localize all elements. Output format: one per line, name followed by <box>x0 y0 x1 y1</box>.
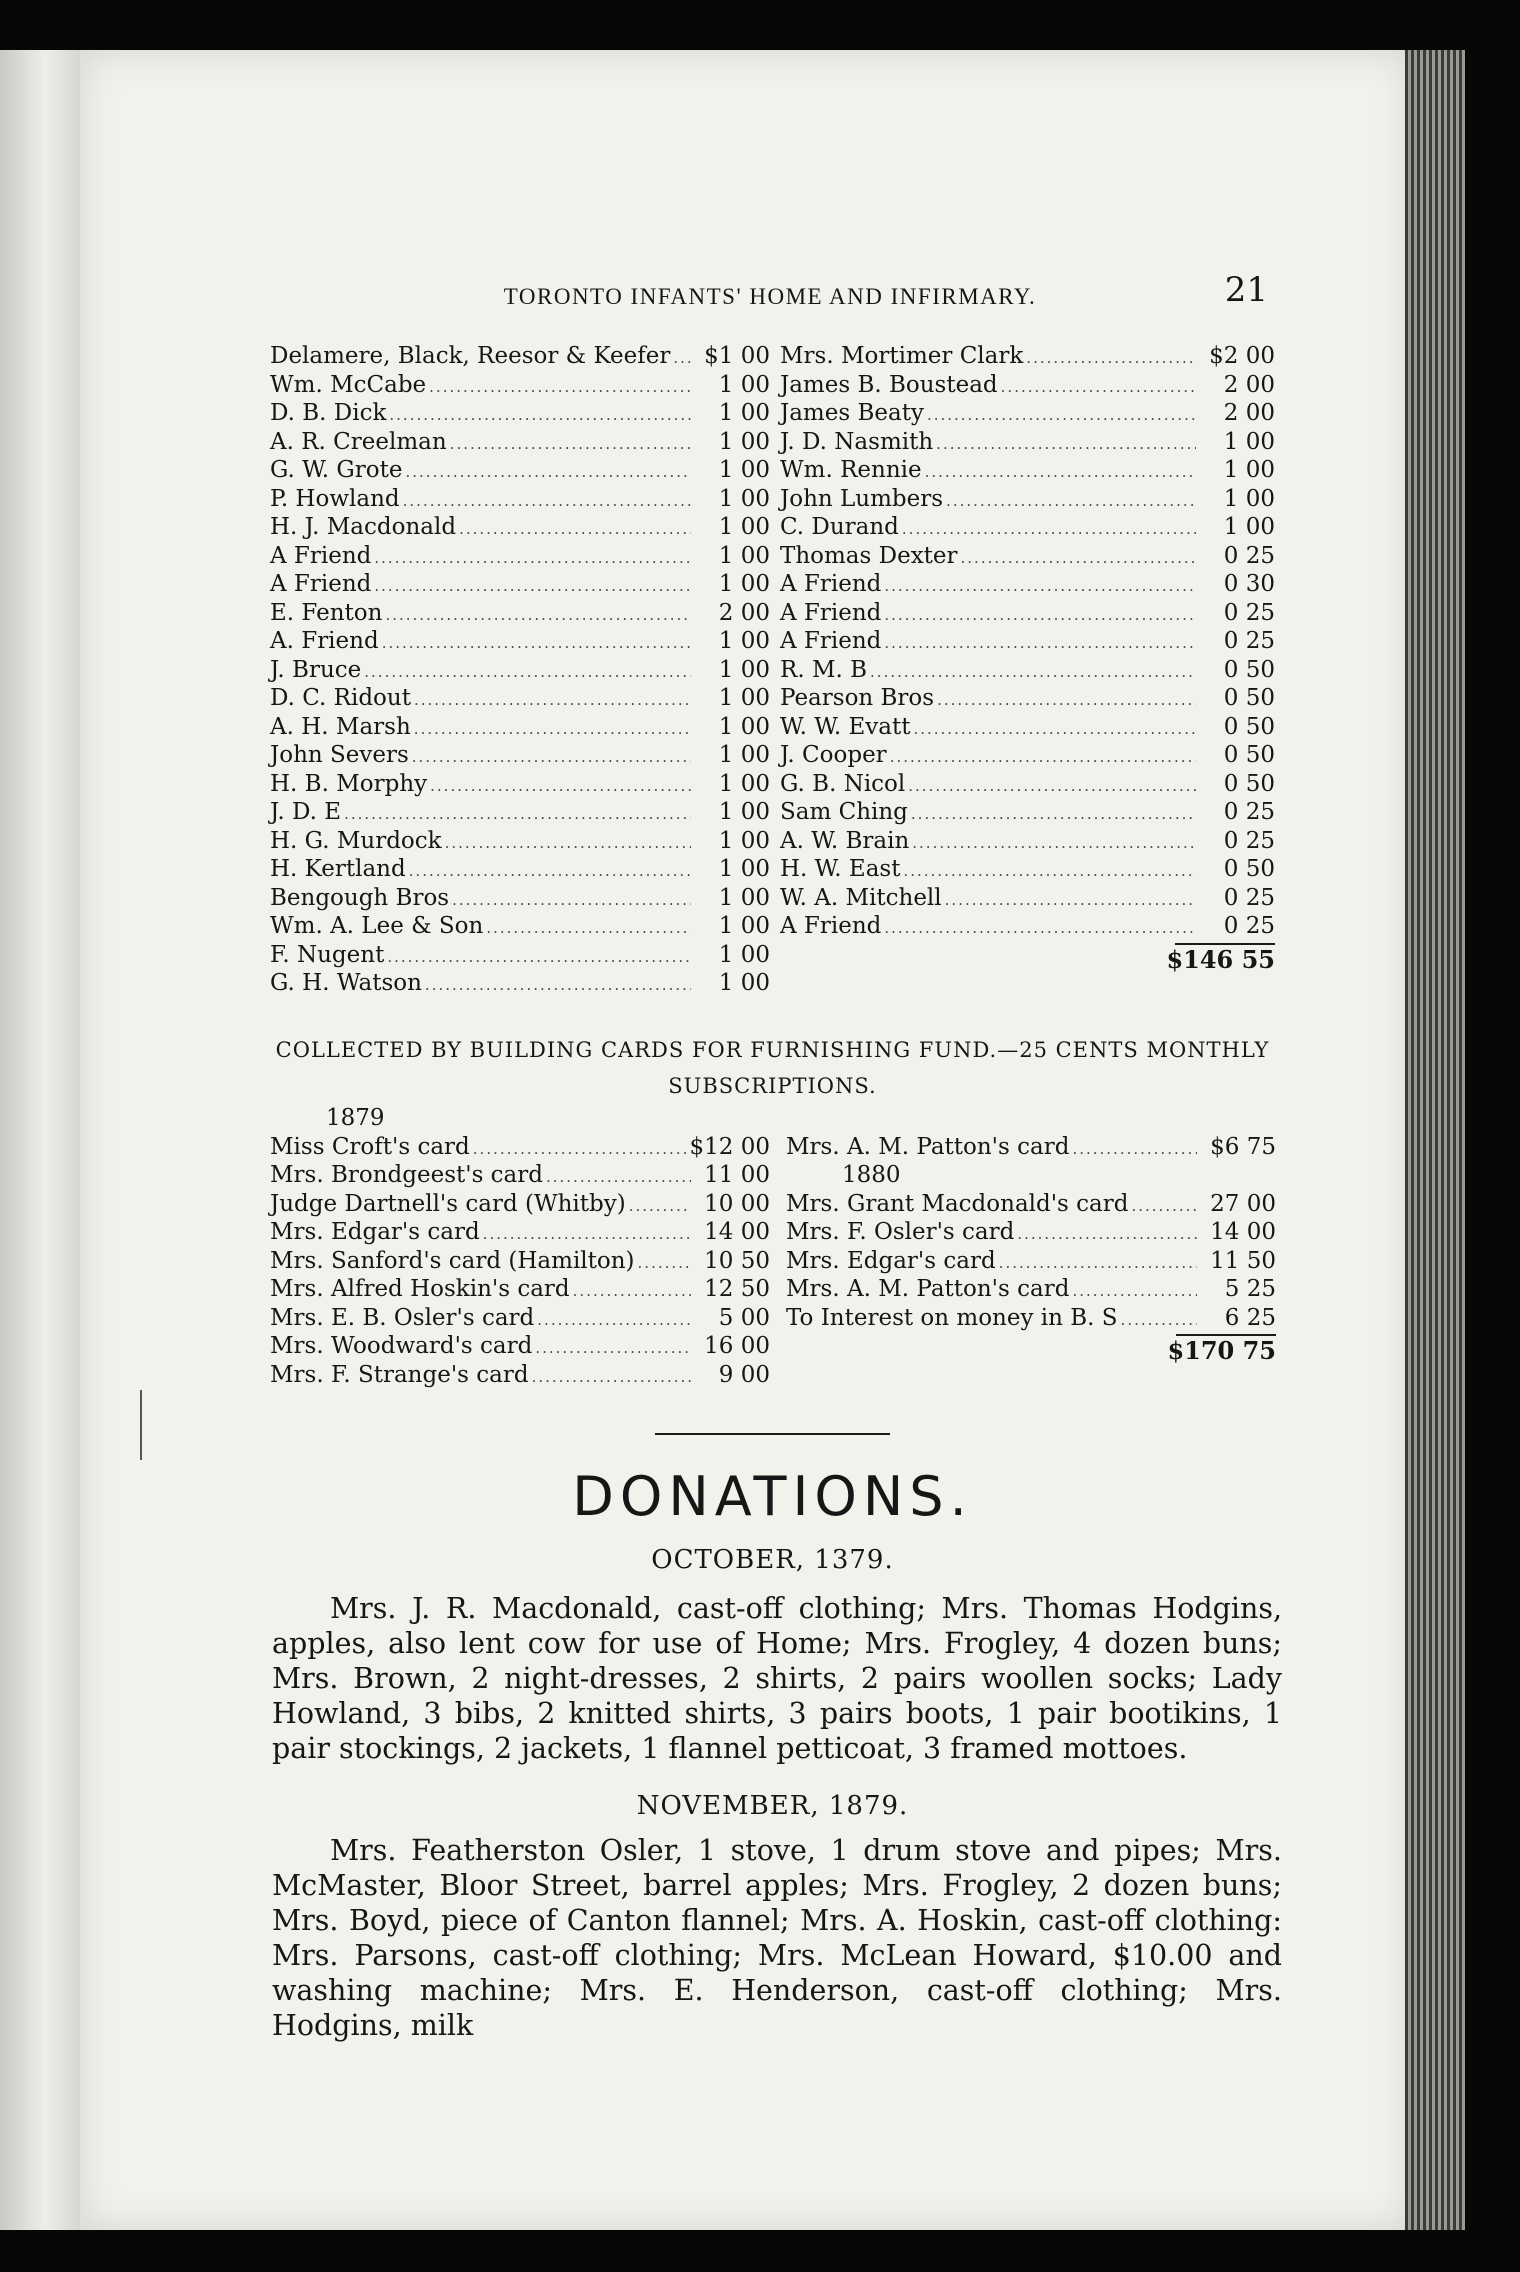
entry-amount: 1 00 <box>718 941 770 968</box>
entry-name: A Friend <box>780 599 882 626</box>
spacer <box>786 1104 1276 1133</box>
dot-leader <box>532 1363 691 1392</box>
year-label <box>270 1104 770 1133</box>
dot-leader <box>1072 1277 1197 1306</box>
entry-amount: 0 50 <box>1223 770 1275 797</box>
dot-leader <box>414 686 691 715</box>
list-item <box>270 342 770 371</box>
list-item <box>780 770 1275 799</box>
list-item <box>270 941 770 970</box>
entry-name: H. B. Morphy <box>270 770 428 797</box>
list-item <box>780 684 1275 713</box>
dot-leader <box>459 515 691 544</box>
list-item <box>270 1247 770 1276</box>
entry-amount: 0 50 <box>1223 685 1275 711</box>
entry-amount: 1 00 <box>718 827 770 854</box>
donations-title: DONATIONS. <box>572 1465 973 1528</box>
total-amount: $146 55 <box>1166 944 1275 974</box>
entry-amount: $2 00 <box>1209 343 1275 369</box>
list-item <box>786 1304 1276 1333</box>
page-edges <box>1405 50 1465 2230</box>
entry-name: J. Bruce <box>270 656 362 683</box>
list-item <box>786 1133 1276 1162</box>
dot-leader <box>387 943 691 972</box>
entry-name: J. Cooper <box>780 742 887 768</box>
subscriptions-left-column <box>270 342 770 998</box>
list-item <box>270 1304 770 1333</box>
dot-leader <box>403 487 691 516</box>
list-item <box>780 627 1275 656</box>
collected-heading <box>270 1032 1275 1104</box>
entry-amount: 0 50 <box>1223 856 1275 882</box>
dot-leader <box>374 544 691 573</box>
entry-amount: 1 00 <box>718 656 770 683</box>
list-item <box>780 399 1275 428</box>
entry-amount: 1 00 <box>718 742 770 768</box>
dot-leader <box>486 914 691 943</box>
entry-name: Mrs. A. M. Patton's card <box>786 1133 1070 1160</box>
entry-amount: 1 00 <box>718 970 770 996</box>
dot-leader <box>945 886 1196 915</box>
list-item <box>270 912 770 941</box>
entry-amount: 1 00 <box>1223 514 1275 540</box>
list-item <box>270 1332 770 1361</box>
entry-name: Wm. McCabe <box>270 371 427 398</box>
entry-amount: 10 00 <box>704 1190 770 1217</box>
dot-leader <box>902 515 1196 544</box>
page-gutter <box>0 50 82 2230</box>
entry-amount: 1 00 <box>718 428 770 455</box>
list-item <box>270 599 770 628</box>
entry-amount: 1 00 <box>718 571 770 597</box>
entry-amount: 14 00 <box>704 1219 770 1245</box>
entry-name: D. C. Ridout <box>270 685 411 711</box>
dot-leader <box>425 971 691 1000</box>
entry-name: Mrs. E. B. Osler's card <box>270 1304 535 1331</box>
entry-amount: 16 00 <box>704 1333 770 1359</box>
dot-leader <box>450 430 691 459</box>
list-item <box>270 969 770 998</box>
entry-name: Mrs. Brondgeest's card <box>270 1162 543 1188</box>
list-item <box>780 428 1275 457</box>
entry-name: Mrs. Edgar's card <box>786 1247 996 1274</box>
entry-name: Mrs. Alfred Hoskin's card <box>270 1276 570 1302</box>
entry-amount: 14 00 <box>1210 1219 1276 1245</box>
entry-amount: 1 00 <box>718 400 770 426</box>
entry-name: H. G. Murdock <box>270 827 442 854</box>
entry-amount: 0 25 <box>1223 884 1275 911</box>
entry-name: G. H. Watson <box>270 970 422 996</box>
entry-name: A Friend <box>780 628 882 654</box>
dot-leader <box>537 1306 691 1335</box>
list-item <box>270 570 770 599</box>
entry-amount: 1 00 <box>718 770 770 797</box>
list-item <box>780 798 1275 827</box>
entry-name: C. Durand <box>780 514 899 540</box>
entry-amount: 0 50 <box>1223 656 1275 683</box>
entry-amount: 1 00 <box>718 457 770 483</box>
dot-leader <box>535 1334 691 1363</box>
dot-leader <box>927 401 1196 430</box>
entry-name: John Severs <box>270 742 409 768</box>
list-item <box>780 741 1275 770</box>
page-header <box>270 268 1270 328</box>
entry-amount: 0 25 <box>1223 599 1275 626</box>
entry-name: Mrs. F. Osler's card <box>786 1219 1015 1245</box>
running-head: TORONTO INFANTS' HOME AND INFIRMARY. <box>503 284 1037 309</box>
dot-leader <box>406 458 692 487</box>
entry-name: J. D. E <box>270 799 342 825</box>
year-text: 1879 <box>326 1105 385 1131</box>
dot-leader <box>429 373 691 402</box>
list-item <box>270 485 770 514</box>
list-item <box>270 1190 770 1219</box>
entry-amount: $1 00 <box>704 343 770 369</box>
dot-leader <box>936 430 1196 459</box>
dot-leader <box>546 1163 691 1192</box>
entry-amount: 0 25 <box>1223 913 1275 939</box>
list-item <box>270 627 770 656</box>
list-item <box>780 513 1275 542</box>
dot-leader <box>961 544 1196 573</box>
entry-name: H. Kertland <box>270 856 406 882</box>
entry-name: F. Nugent <box>270 941 385 968</box>
entry-amount: 1 00 <box>718 685 770 711</box>
dot-leader <box>884 629 1196 658</box>
entry-amount: 1 00 <box>718 856 770 882</box>
dot-leader <box>385 601 691 630</box>
subscriptions-right-column <box>780 342 1275 975</box>
dot-leader <box>1072 1135 1197 1164</box>
entry-name: A Friend <box>270 571 372 597</box>
dot-leader <box>1131 1192 1197 1221</box>
donations-paragraph-october: Mrs. J. R. Macdonald, cast-off clothing; Mrs. Thomas Hodgins, apples, also lent cow for use of Home; Mrs. Frogley, 4 dozen buns; Mrs. Brown, 2 night-dresses, 2 shirts, 2 pairs woollen socks; Lady Howland, 3 bibs, 2 knitted shirts, 3 pairs boots, 1 pair bootikins, 1 pair stockings, 2 jackets, 1 flannel petticoat, 3 framed mottoes. <box>272 1592 1282 1765</box>
dot-leader <box>430 772 691 801</box>
collected-heading-line1: COLLECTED BY BUILDING CARDS FOR FURNISHING FUND.—25 CENTS MONTHLY <box>275 1038 1270 1062</box>
entry-name: A Friend <box>780 571 882 597</box>
entry-name: A Friend <box>270 542 372 569</box>
entry-name: H. W. East <box>780 856 901 882</box>
entry-amount: 1 00 <box>718 884 770 911</box>
entry-amount: 10 50 <box>704 1247 770 1274</box>
entry-name: To Interest on money in B. S <box>786 1304 1118 1331</box>
entry-name: Mrs. F. Strange's card <box>270 1361 529 1388</box>
list-item <box>780 656 1275 685</box>
entry-name: Mrs. Mortimer Clark <box>780 343 1024 369</box>
entry-amount: 1 00 <box>718 514 770 540</box>
entry-name: Mrs. Woodward's card <box>270 1333 533 1359</box>
dot-leader <box>884 914 1196 943</box>
list-item <box>780 371 1275 400</box>
entry-amount: 0 25 <box>1223 628 1275 654</box>
entry-amount: 1 00 <box>718 371 770 398</box>
dot-leader <box>445 829 691 858</box>
entry-name: J. D. Nasmith <box>780 428 934 455</box>
collected-right-column <box>786 1104 1276 1366</box>
entry-amount: 0 30 <box>1223 571 1275 597</box>
list-item <box>786 1218 1276 1247</box>
entry-amount: 1 00 <box>718 713 770 740</box>
entry-name: G. W. Grote <box>270 457 403 483</box>
entry-amount: 0 25 <box>1223 827 1275 854</box>
dot-leader <box>389 401 691 430</box>
entry-name: A Friend <box>780 913 882 939</box>
list-item <box>780 884 1275 913</box>
entry-amount: 0 25 <box>1223 542 1275 569</box>
entry-amount: 2 00 <box>718 599 770 626</box>
entry-amount: $12 00 <box>689 1133 770 1160</box>
entry-amount: 0 50 <box>1223 713 1275 740</box>
dot-leader <box>1017 1220 1197 1249</box>
list-item <box>270 542 770 571</box>
entry-name: Thomas Dexter <box>780 542 958 569</box>
entry-amount: 5 00 <box>718 1304 770 1331</box>
entry-name: Wm. Rennie <box>780 457 922 483</box>
entry-amount: 12 50 <box>704 1276 770 1302</box>
entry-amount: 5 25 <box>1224 1276 1276 1302</box>
dot-leader <box>912 829 1196 858</box>
list-item <box>780 542 1275 571</box>
dot-leader <box>937 686 1196 715</box>
list-item <box>270 656 770 685</box>
dot-leader <box>344 800 691 829</box>
list-item <box>270 684 770 713</box>
entry-amount: 0 25 <box>1223 799 1275 825</box>
list-item <box>780 912 1275 941</box>
list-item <box>780 855 1275 884</box>
entry-amount: 1 00 <box>718 799 770 825</box>
list-item <box>270 1133 770 1162</box>
dot-leader <box>1026 344 1196 373</box>
dot-leader <box>884 601 1196 630</box>
entry-amount: 6 25 <box>1224 1304 1276 1331</box>
entry-name: A. Friend <box>270 628 379 654</box>
collected-heading-line2: SUBSCRIPTIONS. <box>668 1074 877 1098</box>
dot-leader <box>573 1277 691 1306</box>
entry-name: Wm. A. Lee & Son <box>270 913 484 939</box>
list-item <box>270 770 770 799</box>
entry-amount: 1 00 <box>718 913 770 939</box>
list-item <box>270 798 770 827</box>
entry-name: Mrs. Sanford's card (Hamilton) <box>270 1247 635 1274</box>
list-item <box>270 1275 770 1304</box>
entry-amount: 2 00 <box>1223 371 1275 398</box>
list-item <box>780 570 1275 599</box>
list-item <box>786 1247 1276 1276</box>
month-heading-october: OCTOBER, 1379. <box>651 1545 894 1575</box>
list-item <box>780 456 1275 485</box>
entry-name: James Beaty <box>780 400 924 426</box>
page-number: 21 <box>1224 270 1268 310</box>
month-heading-november: NOVEMBER, 1879. <box>636 1791 909 1821</box>
dot-leader <box>925 458 1196 487</box>
donations-paragraph-november: Mrs. Featherston Osler, 1 stove, 1 drum stove and pipes; Mrs. McMaster, Bloor Street, barrel apples; Mrs. Frogley, 2 dozen buns; Mrs. Boyd, piece of Canton flannel; Mrs. A. Hoskin, cast-off clothing: Mrs. Parsons, cast-off clothing; Mrs. McLean Howard, $10.00 and washing machine; Mrs. E. Henderson, cast-off clothing; Mrs. Hodgins, milk <box>272 1834 1282 2042</box>
entry-amount: 1 00 <box>718 542 770 569</box>
dot-leader <box>414 715 691 744</box>
entry-amount: 1 00 <box>718 485 770 512</box>
entry-amount: 1 00 <box>1223 485 1275 512</box>
entry-name: W. W. Evatt <box>780 713 911 740</box>
entry-name: R. M. B <box>780 656 868 683</box>
entry-name: P. Howland <box>270 485 400 512</box>
collected-left-column <box>270 1104 770 1389</box>
dot-leader <box>374 572 691 601</box>
entry-amount: 11 50 <box>1210 1247 1276 1274</box>
list-item <box>270 827 770 856</box>
dot-leader <box>364 658 691 687</box>
entry-amount: 11 00 <box>704 1162 770 1188</box>
entry-name: Sam Ching <box>780 799 908 825</box>
list-item <box>786 1190 1276 1219</box>
dot-leader <box>890 743 1196 772</box>
dot-leader <box>473 1135 687 1164</box>
list-item <box>270 1361 770 1390</box>
list-item <box>270 399 770 428</box>
entry-name: A. W. Brain <box>780 827 910 854</box>
entry-name: G. B. Nicol <box>780 770 906 797</box>
entry-amount: 2 00 <box>1223 400 1275 426</box>
dot-leader <box>999 1249 1197 1278</box>
list-item <box>270 855 770 884</box>
dot-leader <box>409 857 691 886</box>
margin-mark <box>140 1390 142 1460</box>
dot-leader <box>1121 1306 1197 1335</box>
list-item <box>780 485 1275 514</box>
entry-amount: 9 00 <box>718 1361 770 1388</box>
entry-name: Bengough Bros <box>270 884 450 911</box>
list-item <box>270 741 770 770</box>
dot-leader <box>629 1192 691 1221</box>
entry-amount: 1 00 <box>1223 428 1275 455</box>
list-item <box>270 1218 770 1247</box>
list-item <box>270 456 770 485</box>
entry-name: A. R. Creelman <box>270 428 447 455</box>
entry-name: D. B. Dick <box>270 400 387 426</box>
dot-leader <box>913 715 1196 744</box>
dot-leader <box>638 1249 691 1278</box>
dot-leader <box>911 800 1196 829</box>
dot-leader <box>903 857 1196 886</box>
year-text: 1880 <box>842 1162 901 1188</box>
dot-leader <box>870 658 1196 687</box>
list-item <box>270 428 770 457</box>
entry-amount: $6 75 <box>1210 1133 1276 1160</box>
dot-leader <box>1001 373 1196 402</box>
dot-leader <box>884 572 1196 601</box>
entry-name: Judge Dartnell's card (Whitby) <box>270 1190 626 1217</box>
entry-name: Mrs. A. M. Patton's card <box>786 1276 1070 1302</box>
total-amount: $170 75 <box>1167 1336 1276 1365</box>
entry-name: James B. Boustead <box>780 371 998 398</box>
dot-leader <box>382 629 691 658</box>
list-item <box>270 884 770 913</box>
list-item <box>780 599 1275 628</box>
entry-name: H. J. Macdonald <box>270 514 457 540</box>
entry-name: Delamere, Black, Reesor & Keefer <box>270 343 671 369</box>
list-item <box>780 827 1275 856</box>
entry-amount: 1 00 <box>718 628 770 654</box>
list-item <box>270 513 770 542</box>
entry-amount: 0 50 <box>1223 742 1275 768</box>
list-item <box>270 713 770 742</box>
entry-name: E. Fenton <box>270 599 383 626</box>
dot-leader <box>908 772 1196 801</box>
dot-leader <box>946 487 1196 516</box>
dot-leader <box>452 886 691 915</box>
dot-leader <box>483 1220 691 1249</box>
entry-name: Mrs. Edgar's card <box>270 1219 480 1245</box>
list-item <box>780 342 1275 371</box>
entry-name: Mrs. Grant Macdonald's card <box>786 1190 1129 1217</box>
entry-amount: 27 00 <box>1210 1190 1276 1217</box>
list-item <box>786 1275 1276 1304</box>
entry-name: W. A. Mitchell <box>780 884 942 911</box>
dot-leader <box>412 743 691 772</box>
section-divider <box>655 1433 890 1435</box>
year-label <box>786 1161 1276 1190</box>
list-item <box>780 713 1275 742</box>
entry-name: Pearson Bros <box>780 685 935 711</box>
dot-leader <box>673 344 691 373</box>
entry-name: Miss Croft's card <box>270 1133 470 1160</box>
entry-amount: 1 00 <box>1223 457 1275 483</box>
entry-name: A. H. Marsh <box>270 713 411 740</box>
list-item <box>270 1161 770 1190</box>
list-item <box>270 371 770 400</box>
entry-name: John Lumbers <box>780 485 944 512</box>
